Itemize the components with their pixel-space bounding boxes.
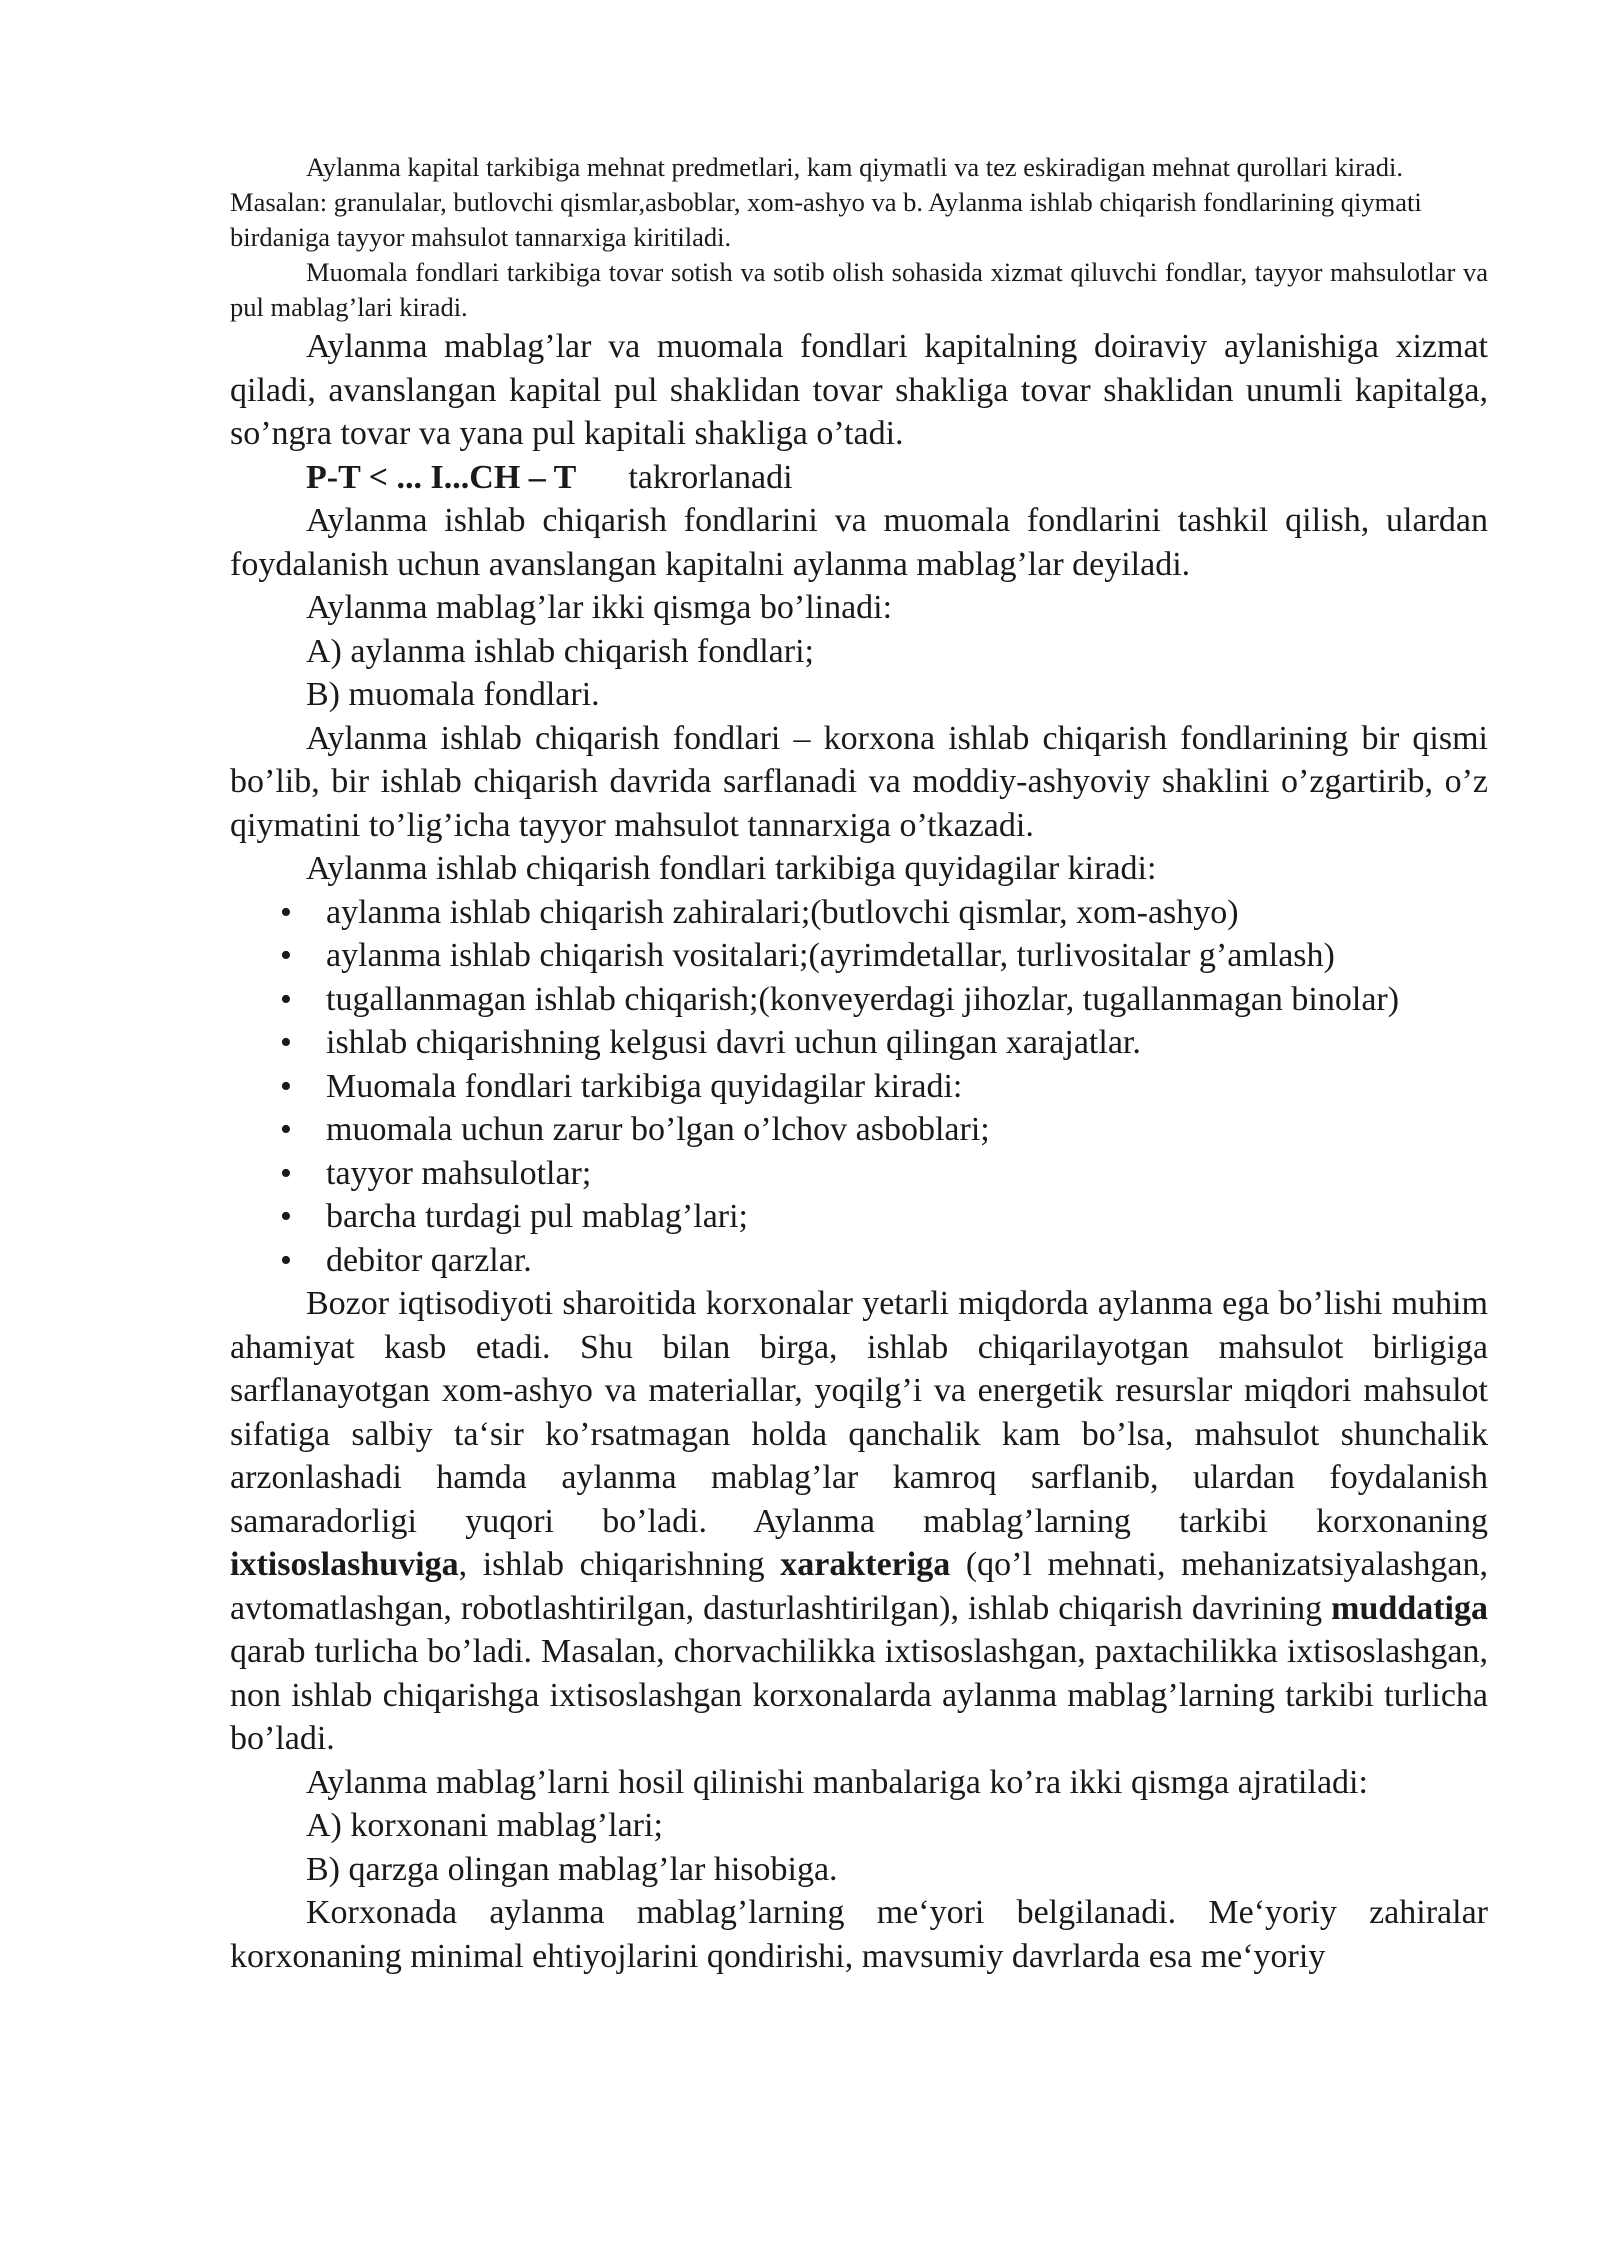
list-item: • tayyor mahsulotlar; (230, 1152, 1488, 1196)
market-text-1: Bozor iqtisodiyoti sharoitida korxonalar yetarli miqdorda aylanma ega bo’lishi muhim ahamiyat kasb etadi. Shu bilan birga, ishlab chiqarilayotgan mahsulot birligiga sarflanayotgan xom-ashyo va materiallar, yoqilg’i va energetik resurslar miqdori mahsulot sifatiga salbiy ta‘sir ko’rsatmagan holda qanchalik kam bo’lsa, mahsulot shunchalik arzonlashadi hamda aylanma mablag’lar kamroq sarflanib, ulardan foydalanish samaradorligi yuqori bo’ladi. Aylanma mablag’larning tarkibi korxonaning (230, 1285, 1488, 1540)
list-item: • aylanma ishlab chiqarish zahiralari;(butlovchi qismlar, xom-ashyo) (230, 891, 1488, 935)
paragraph-definition: Aylanma ishlab chiqarish fondlarini va muomala fondlarini tashkil qilish, ulardan foydalanish uchun avanslangan kapitalni aylanma mablag’lar deyiladi. (230, 502, 1488, 583)
paragraph-circulation-funds-composition: Muomala fondlari tarkibiga tovar sotish va sotib olish sohasida xizmat qiluvchi fondlar, tayyor mahsulotlar va pul mablag’lari kiradi. (230, 257, 1488, 322)
main-text-block (230, 325, 1488, 1978)
market-bold-character: xarakteriga (780, 1546, 951, 1583)
market-text-3: (qo’l mehnati, mehanizatsiyalashgan, avtomatlashgan, robotlashtirilgan, dasturlashtirilgan), ishlab chiqarish davrining (230, 1546, 1488, 1627)
paragraph-market-economy (230, 1282, 1488, 1761)
division-item-a: A) aylanma ishlab chiqarish fondlari; (306, 632, 814, 670)
paragraph-production-funds: Aylanma ishlab chiqarish fondlari – korxona ishlab chiqarish fondlarining bir qismi bo’lib, bir ishlab chiqarish davrida sarflanadi va moddiy-ashyoviy shaklini o’zgartirib, o’z qiymatini to’lig’icha tayyor mahsulot tannarxiga o’tkazadi. (230, 719, 1488, 844)
formula-note: takrorlanadi (628, 458, 793, 496)
division-item-b: B) muomala fondlari. (306, 676, 600, 713)
bullet-list (230, 891, 1488, 1283)
sources-intro: Aylanma mablag’larni hosil qilinishi manbalariga ko’ra ikki qismga ajratiladi: (306, 1763, 1368, 1801)
list-item: • aylanma ishlab chiqarish vositalari;(ayrimdetallar, turlivositalar g’amlash) (230, 934, 1488, 978)
circuit-formula (230, 456, 1488, 500)
list-item: • Muomala fondlari tarkibiga quyidagilar kiradi: (230, 1065, 1488, 1109)
market-text-2: , ishlab chiqarishning (458, 1546, 781, 1583)
list-item: • barcha turdagi pul mablag’lari; (230, 1195, 1488, 1239)
composition-intro: Aylanma ishlab chiqarish fondlari tarkibiga quyidagilar kiradi: (306, 850, 1157, 887)
division-intro: Aylanma mablag’lar ikki qismga bo’linadi: (306, 589, 893, 626)
small-text-block (230, 150, 1488, 325)
sources-item-b: B) qarzga olingan mablag’lar hisobiga. (306, 1850, 838, 1888)
sources-item-a: A) korxonani mablag’lari; (306, 1807, 663, 1844)
list-item: • muomala uchun zarur bo’lgan o’lchov asboblari; (230, 1108, 1488, 1152)
formula-expression: P-T < ... I...CH – T (306, 458, 577, 496)
market-text-4: qarab turlicha bo’ladi. Masalan, chorvachilikka ixtisoslashgan, paxtachilikka ixtisoslashgan, non ishlab chiqarishga ixtisoslashgan korxonalarda aylanma mablag’larning tarkibi turlicha bo’ladi. (230, 1633, 1488, 1757)
document-page (230, 150, 1488, 1978)
list-item: • tugallanmagan ishlab chiqarish;(konveyerdagi jihozlar, tugallanmagan binolar) (230, 978, 1488, 1022)
paragraph-capital-circuit: Aylanma mablag’lar va muomala fondlari kapitalning doiraviy aylanishiga xizmat qiladi, avanslangan kapital pul shaklidan tovar shakliga tovar shaklidan unumli kapitalga, so’ngra tovar va yana pul kapitali shakliga o’tadi. (230, 328, 1488, 452)
paragraph-norm: Korxonada aylanma mablag’larning me‘yori belgilanadi. Me‘yoriy zahiralar korxonaning minimal ehtiyojlarini qondirishi, mavsumiy davrlarda esa me‘yoriy (230, 1894, 1488, 1975)
market-bold-specialization: ixtisoslashuviga (230, 1546, 459, 1583)
list-item: • ishlab chiqarishning kelgusi davri uchun qilingan xarajatlar. (230, 1021, 1488, 1065)
paragraph-working-capital-composition: Aylanma kapital tarkibiga mehnat predmetlari, kam qiymatli va tez eskiradigan mehnat qurollari kiradi. Masalan: granulalar, butlovchi qismlar,asboblar, xom-ashyo va b. Aylanma ishlab chiqarish fondlarining qiymati birdaniga tayyor mahsulot tannarxiga kiritiladi. (230, 152, 1422, 252)
list-item: • debitor qarzlar. (230, 1239, 1488, 1283)
market-bold-duration: muddatiga (1331, 1589, 1488, 1627)
